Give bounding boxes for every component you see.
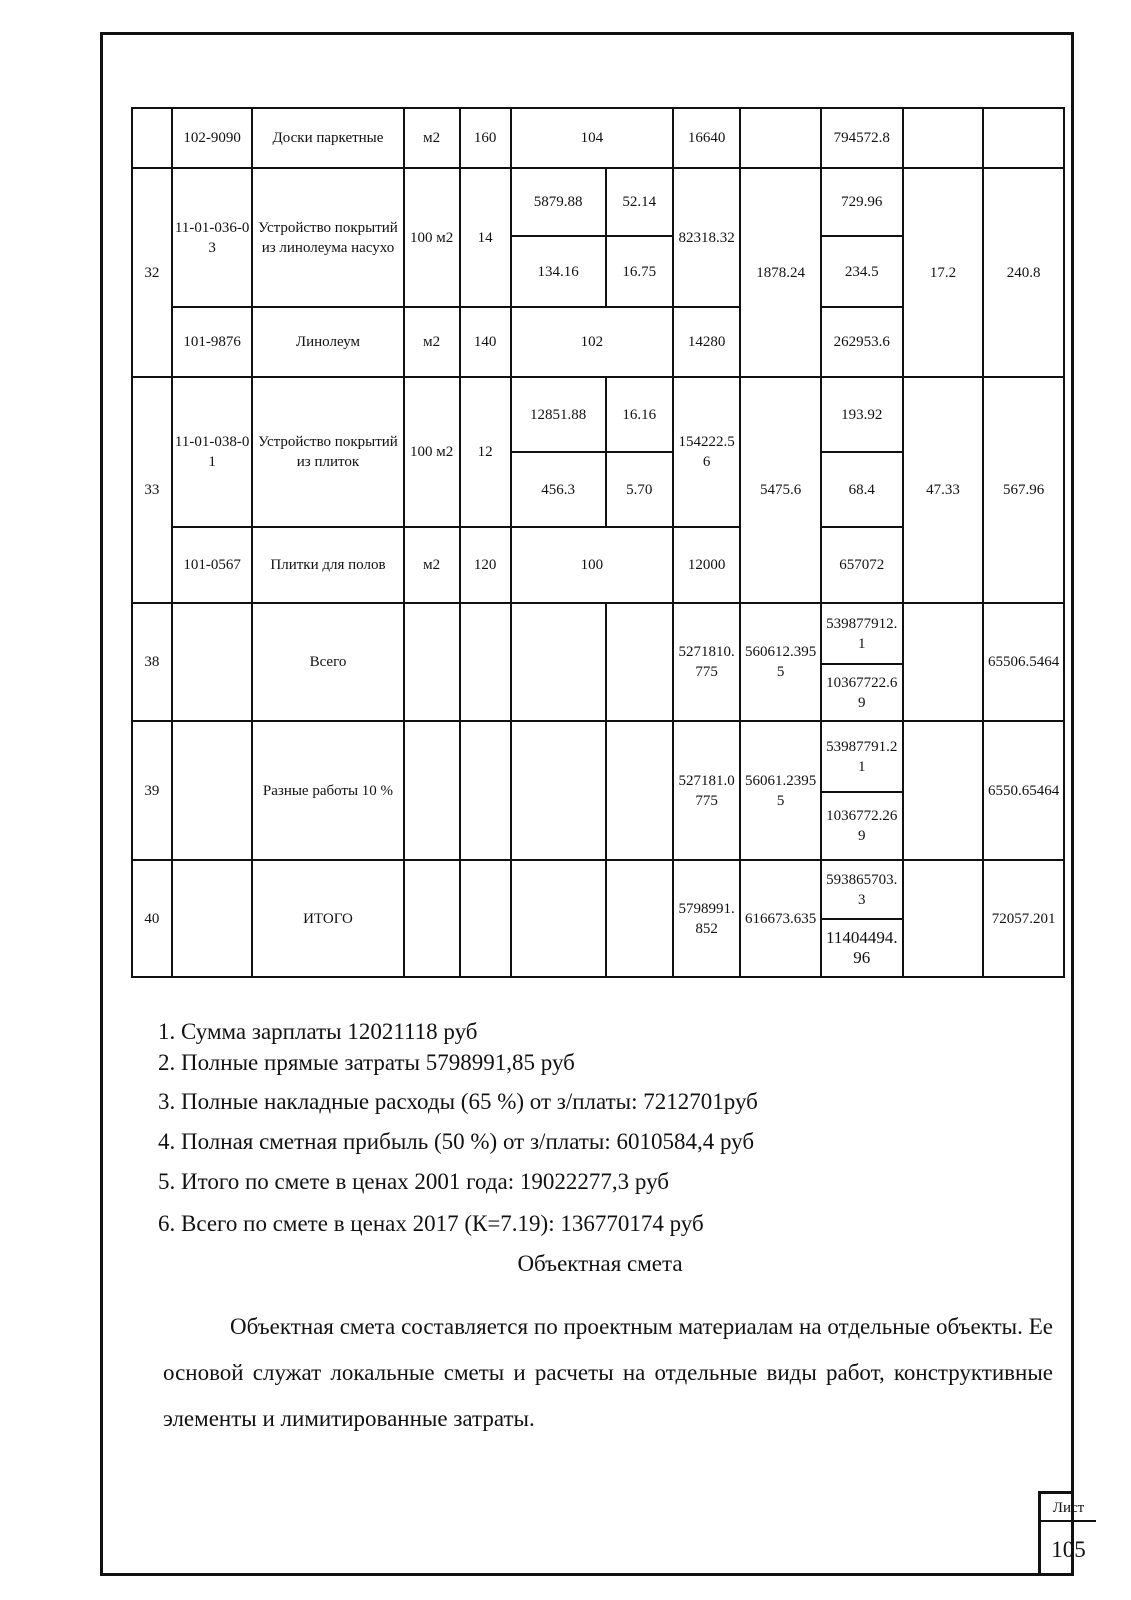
cell-c1: 193.92: [821, 377, 903, 452]
cell-c1: 593865703.3: [821, 860, 903, 919]
cell-unit: м2: [404, 527, 460, 603]
table-row: [132, 721, 1064, 792]
table-row: [132, 860, 1064, 919]
cell-total: 16640: [673, 108, 740, 168]
cell-price-2: [606, 860, 673, 977]
cell-price-4: 5.70: [606, 452, 673, 527]
cell-qty: [460, 721, 511, 860]
cell-qty: [460, 603, 511, 721]
cell-c2: 1036772.269: [821, 792, 903, 860]
cell-wage: 56061.23955: [740, 721, 821, 860]
cell-price: 100: [511, 527, 673, 603]
cell-lab1: 47.33: [903, 377, 984, 603]
table-row: [132, 108, 1064, 168]
cell-price: 102: [511, 307, 673, 377]
cell-name: Доски паркетные: [252, 108, 403, 168]
cell-price-3: 134.16: [511, 236, 606, 307]
sheet-label: Лист: [1041, 1494, 1096, 1522]
cell-name: ИТОГО: [252, 860, 403, 977]
table-row: [132, 168, 1064, 236]
cell-name: Плитки для полов: [252, 527, 403, 603]
summary-item: 6. Всего по смете в ценах 2017 (К=7.19): 136770174 руб: [158, 1211, 704, 1236]
cell-unit: м2: [404, 307, 460, 377]
cell-total: 12000: [673, 527, 740, 603]
cell-code: [172, 721, 253, 860]
cell-num: [132, 108, 172, 168]
cell-c2: 68.4: [821, 452, 903, 527]
cell-lab2: 567.96: [983, 377, 1064, 603]
cell-c1: 657072: [821, 527, 903, 603]
cell-qty: [460, 860, 511, 977]
cell-num: 39: [132, 721, 172, 860]
cell-name: Всего: [252, 603, 403, 721]
cell-qty: 140: [460, 307, 511, 377]
cell-wage: [740, 108, 821, 168]
section-heading: Объектная смета: [517, 1251, 683, 1276]
cell-lab1: [903, 603, 984, 721]
cell-price-4: 16.75: [606, 236, 673, 307]
cell-price-1: 5879.88: [511, 168, 606, 236]
cell-price-1: 12851.88: [511, 377, 606, 452]
cell-wage: 5475.6: [740, 377, 821, 603]
cell-lab2: 6550.65464: [983, 721, 1064, 860]
cell-name: Устройство покрытий из линолеума насухо: [252, 168, 403, 307]
cell-name: Устройство покрытий из плиток: [252, 377, 403, 527]
cell-total: 154222.56: [673, 377, 740, 527]
cell-qty: 120: [460, 527, 511, 603]
summary-item: 1. Сумма зарплаты 12021118 руб: [158, 1019, 478, 1044]
table-row: [132, 603, 1064, 664]
cell-price-3: 456.3: [511, 452, 606, 527]
summary-item: 2. Полные прямые затраты 5798991,85 руб: [158, 1050, 575, 1075]
cell-lab2: 72057.201: [983, 860, 1064, 977]
cell-unit: м2: [404, 108, 460, 168]
cell-num: 33: [132, 377, 172, 603]
cell-c1: 262953.6: [821, 307, 903, 377]
cell-unit: 100 м2: [404, 168, 460, 307]
cell-qty: 14: [460, 168, 511, 307]
cell-c2: 234.5: [821, 236, 903, 307]
cell-code: 11-01-038-01: [172, 377, 253, 527]
cell-c1: 539877912.1: [821, 603, 903, 664]
cell-price-2: 16.16: [606, 377, 673, 452]
summary-item: 5. Итого по смете в ценах 2001 года: 19022277,3 руб: [158, 1169, 669, 1194]
sheet-stamp: [1038, 1491, 1086, 1576]
cell-name: Разные работы 10 %: [252, 721, 403, 860]
cell-lab2: 240.8: [983, 168, 1064, 377]
cell-price-1: [511, 721, 606, 860]
cell-lab2: 65506.5464: [983, 603, 1064, 721]
cell-unit: [404, 860, 460, 977]
cell-code: [172, 860, 253, 977]
estimate-table: [131, 107, 1065, 978]
cell-code: 102-9090: [172, 108, 253, 168]
body-paragraph: Объектная смета составляется по проектным материалам на отдельные объекты. Ее основой служат локальные сметы и расчеты на отдельные виды работ, конструктивные элементы и лимитированные затраты.: [163, 1314, 1053, 1431]
cell-price-2: [606, 603, 673, 721]
cell-wage: 616673.635: [740, 860, 821, 977]
cell-price: 104: [511, 108, 673, 168]
cell-name: Линолеум: [252, 307, 403, 377]
cell-unit: [404, 721, 460, 860]
cell-total: 5271810.775: [673, 603, 740, 721]
cell-c1: 729.96: [821, 168, 903, 236]
cell-wage: 560612.3955: [740, 603, 821, 721]
cell-num: 38: [132, 603, 172, 721]
cell-qty: 160: [460, 108, 511, 168]
cell-code: [172, 603, 253, 721]
cell-qty: 12: [460, 377, 511, 527]
cell-code: 11-01-036-03: [172, 168, 253, 307]
cell-c2: 11404494.96: [821, 919, 903, 977]
table-row: [132, 377, 1064, 452]
cell-lab1: [903, 860, 984, 977]
cell-price-1: [511, 860, 606, 977]
cell-num: 40: [132, 860, 172, 977]
summary-item: 4. Полная сметная прибыль (50 %) от з/платы: 6010584,4 руб: [158, 1129, 755, 1154]
cell-unit: [404, 603, 460, 721]
cell-total: 14280: [673, 307, 740, 377]
cell-c2: 10367722.69: [821, 664, 903, 721]
cell-total: 5798991.852: [673, 860, 740, 977]
cell-c1: 794572.8: [821, 108, 903, 168]
cell-lab2: [983, 108, 1064, 168]
cell-unit: 100 м2: [404, 377, 460, 527]
cell-code: 101-0567: [172, 527, 253, 603]
cell-lab1: 17.2: [903, 168, 984, 377]
page-number: 105: [1051, 1537, 1086, 1562]
cell-c1: 53987791.21: [821, 721, 903, 792]
cell-price-1: [511, 603, 606, 721]
cell-total: 82318.32: [673, 168, 740, 307]
cell-total: 527181.0775: [673, 721, 740, 860]
cell-wage: 1878.24: [740, 168, 821, 377]
cell-lab1: [903, 108, 984, 168]
cell-lab1: [903, 721, 984, 860]
cell-price-2: 52.14: [606, 168, 673, 236]
cell-price-2: [606, 721, 673, 860]
cell-num: 32: [132, 168, 172, 377]
summary-item: 3. Полные накладные расходы (65 %) от з/платы: 7212701руб: [158, 1089, 758, 1114]
cell-code: 101-9876: [172, 307, 253, 377]
